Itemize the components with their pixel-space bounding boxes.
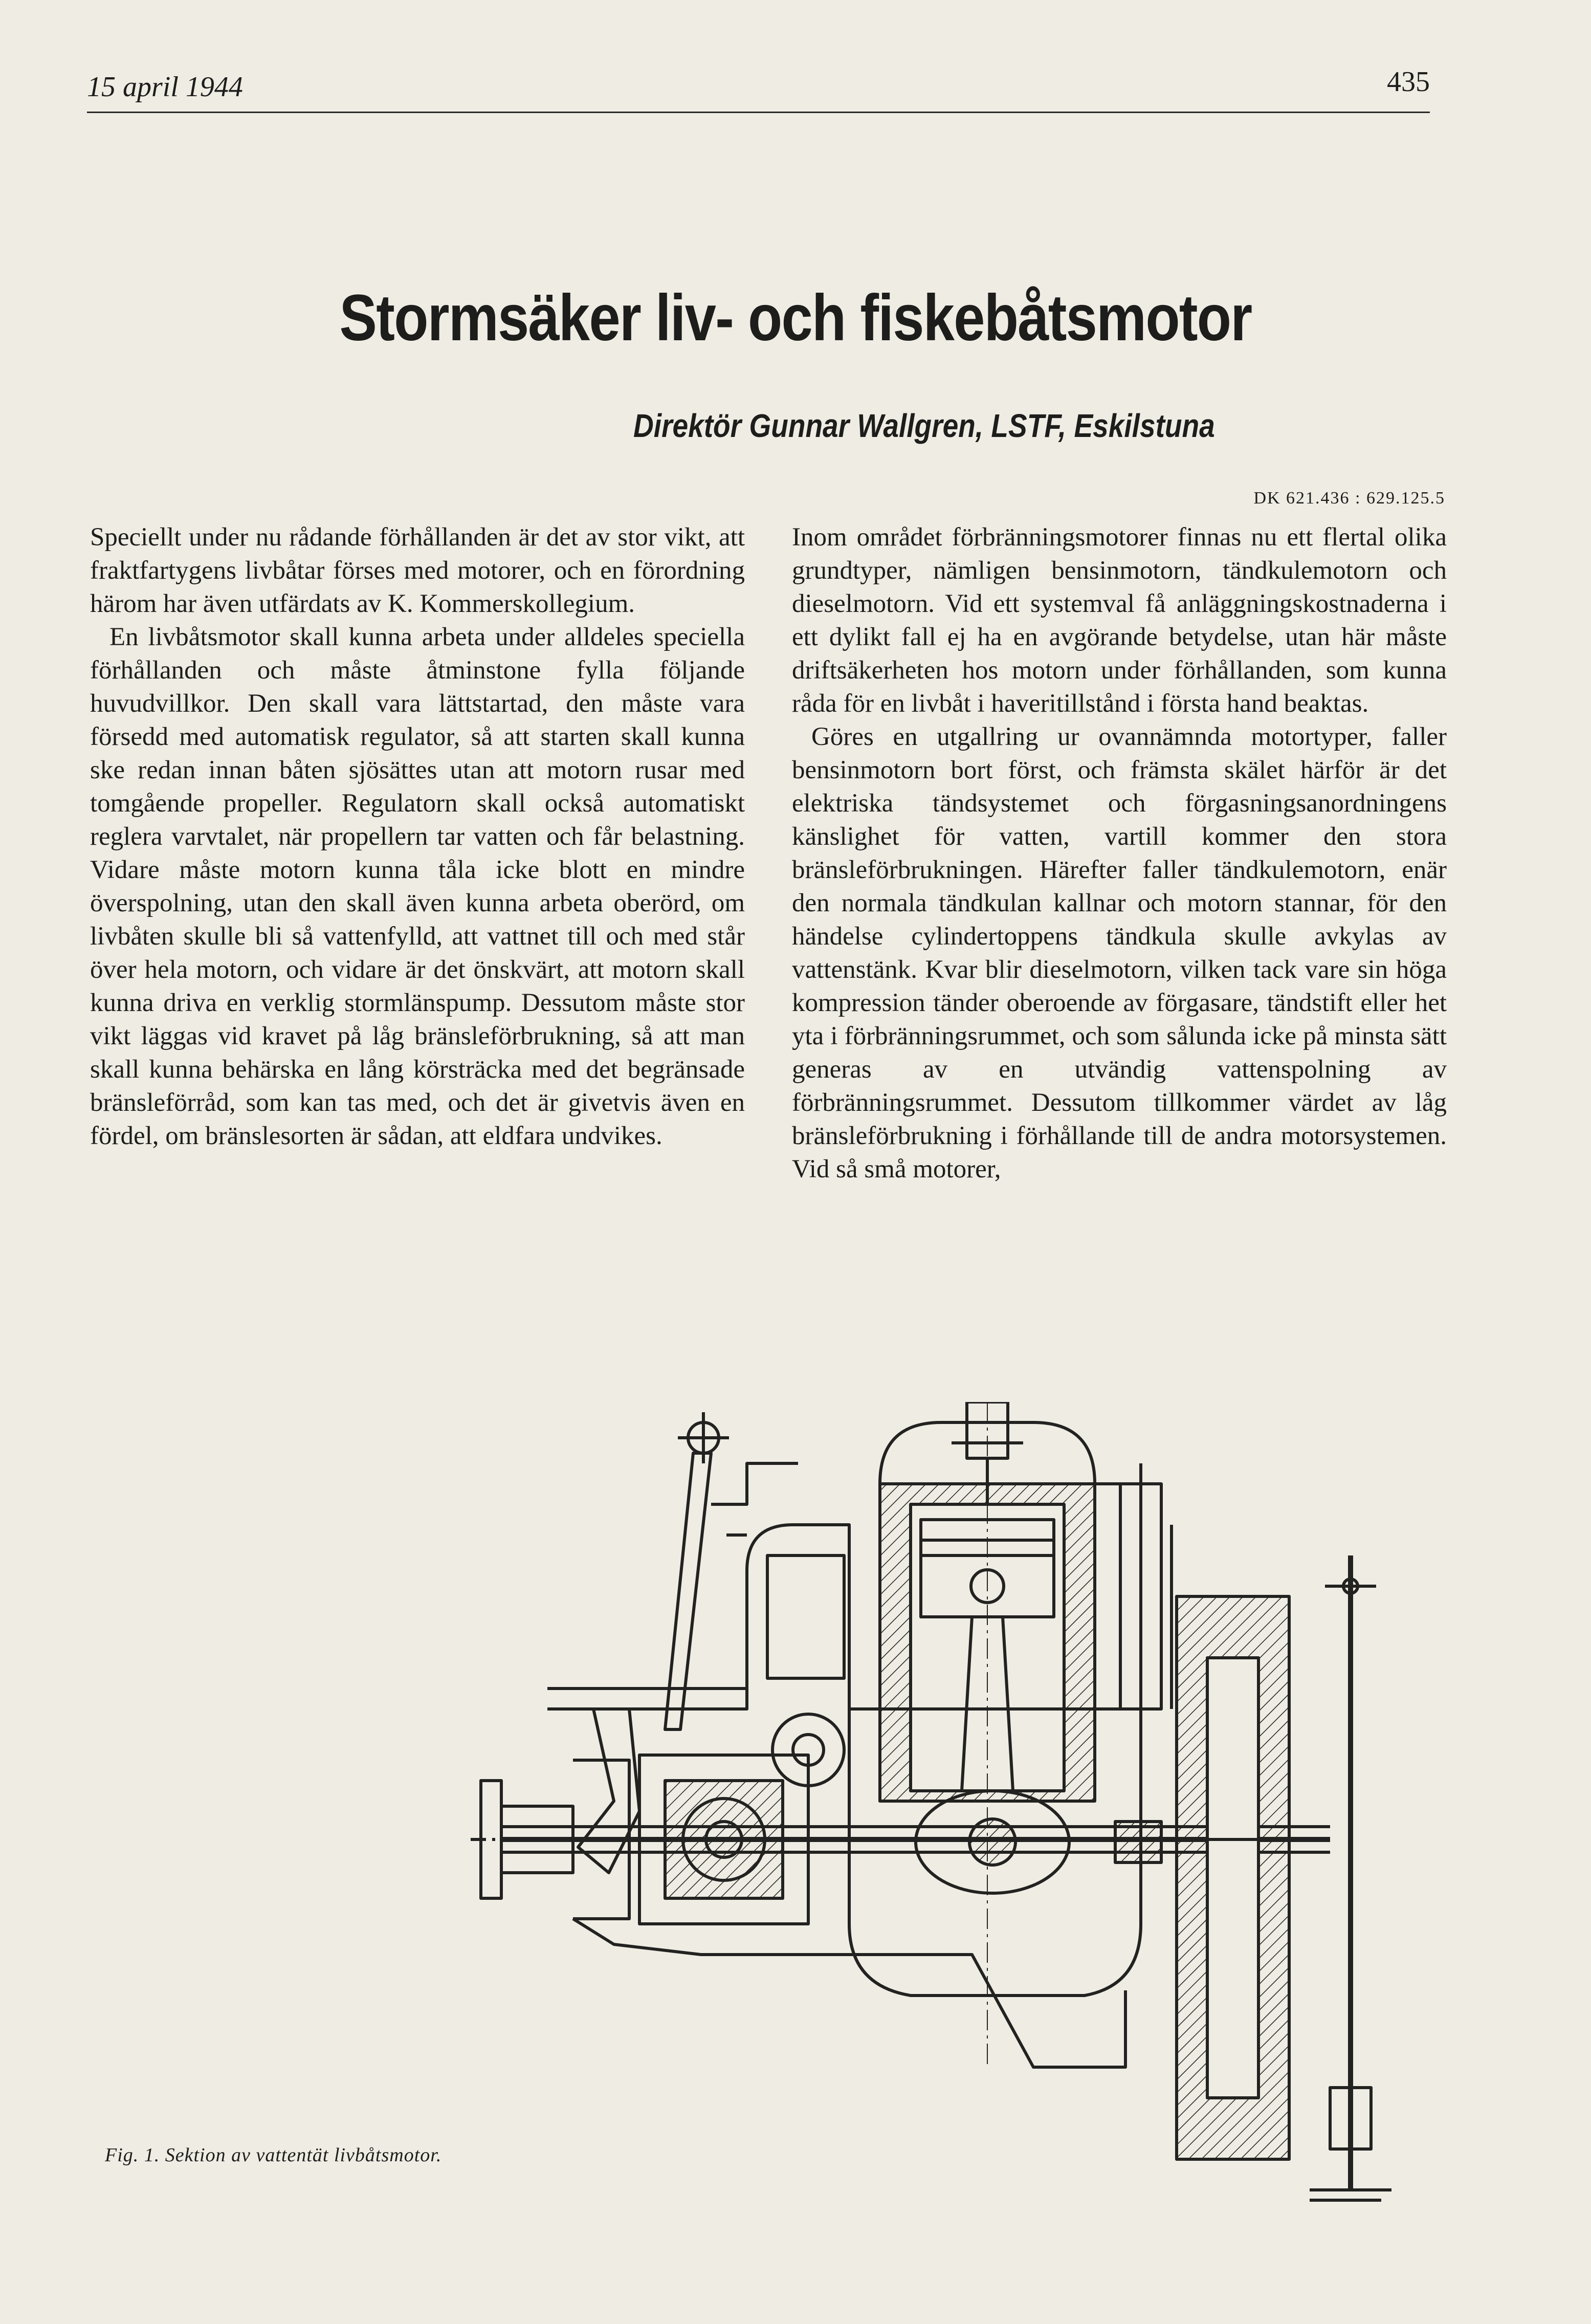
left-column xyxy=(90,521,745,1153)
issue-date: 15 april 1944 xyxy=(87,71,243,103)
regulator-housing xyxy=(711,1463,849,1786)
dk-classification: DK 621.436 : 629.125.5 xyxy=(1253,489,1445,508)
left-paragraph-1: Speciellt under nu rådande förhållanden är det av stor vikt, att fraktfartygens livbåtar förses med motorer, och en förordning härom har även utfärdats av K. Kommerskollegium. xyxy=(90,523,745,618)
engine-section-drawing xyxy=(460,1402,1484,2221)
figure-caption: Fig. 1. Sektion av vattentät livbåtsmotor. xyxy=(105,2144,442,2166)
reversing-rod xyxy=(1310,1555,1391,2200)
right-paragraph-2: Göres en utgallring ur ovannämnda motortyper, faller bensinmotorn bort först, och främsta skälet härför är det elektriska tändsystemet och förgasningsanordningens känslighet för vatten, vartill kommer den stora bränsleförbrukningen. Härefter faller tändkulemotorn, enär den normala tändkulan kallnar och motorn stannar, för den händelse cylindertoppens tändkula skulle avkylas av vattenstänk. Kvar blir dieselmotorn, vilken tack vare sin höga kompression tänder oberoende av förgasare, tändstift eller het yta i förbränningsrummet, och som sålunda icke på minsta sätt generas av en utvändig vattenspolning av förbränningsrummet. Dessutom tillkommer värdet av låg bränsleförbrukning i förhållande till de andra motorsystemen. Vid så små motorer, xyxy=(792,722,1447,1183)
article-byline: Direktör Gunnar Wallgren, LSTF, Eskilstuna xyxy=(633,407,1215,444)
crank-lever xyxy=(665,1412,729,1729)
article-title: Stormsäker liv- och fiskebåtsmotor xyxy=(339,281,1252,355)
left-paragraph-2: En livbåtsmotor skall kunna arbeta under alldeles speciella förhållanden och måste åtminstone fylla följande huvudvillkor. Den skall vara lättstartad, den måste vara försedd med automatisk regulator, så att starten skall kunna ske redan innan båten sjösättes utan att motorn rusar med tomgående propeller. Regulatorn skall också automatiskt reglera varvtalet, när propellern tar vatten och får belastning. Vidare måste motorn kunna tåla icke blott en mindre överspolning, utan den skall även kunna arbeta oberörd, om livbåten skulle bli så vattenfylld, att vattnet till och med står över hela motorn, och vidare är det önskvärt, att motorn skall kunna driva en verklig stormlänspump. Dessutom måste stor vikt läggas vid kravet på låg bränsleförbrukning, så att man skall kunna behärska en lång körsträcka med det begränsade bränsleförråd, som kan tas med, och det är givetvis även en fördel, om bränslesorten är sådan, att eldfara undvikes. xyxy=(90,623,745,1150)
flywheel xyxy=(1166,1596,1330,2159)
valve-gear xyxy=(1095,1463,1172,1729)
running-header xyxy=(87,65,1430,113)
right-column xyxy=(792,521,1447,1186)
page-number: 435 xyxy=(1387,66,1430,98)
right-paragraph-1: Inom området förbränningsmotorer finnas nu ett flertal olika grundtyper, nämligen bensinmotorn, tändkulemotorn och dieselmotorn. Vid ett systemval få anläggningskostnaderna i ett dylikt fall ej ha en avgörande betydelse, utan här måste driftsäkerheten hos motorn under förhållanden, som kunna råda för en livbåt i haveritillstånd i första hand beaktas. xyxy=(792,523,1447,718)
